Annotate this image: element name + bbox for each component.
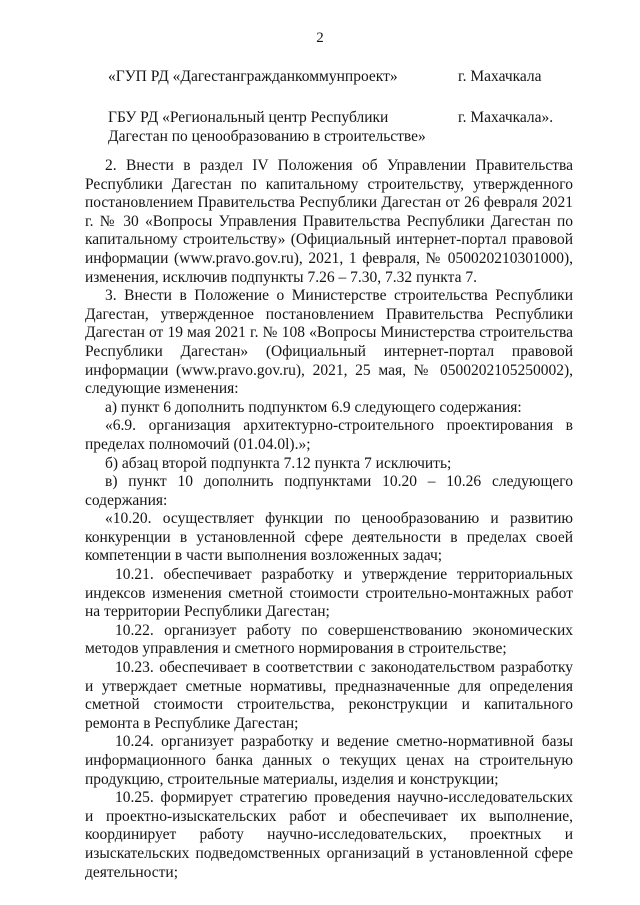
organization-name-2-line2: Дагестан по ценообразованию в строительстве» <box>108 128 426 145</box>
subitem-a: а) пункт 6 дополнить подпунктом 6.9 следующего содержания: <box>105 398 522 416</box>
subitem-v: в) пункт 10 дополнить подпунктами 10.20 – 10.26 следующего содержания: <box>85 473 573 509</box>
subitem-10-25: 10.25. формирует стратегию проведения научно-исследовательских и проектно-изыскательских работ и обеспечивает их выполнение, координирует работу научно-исследовательских, проектных и изыскательских подведомственных организаций в установленной сфере деятельности; <box>85 789 573 881</box>
page-number: 2 <box>316 30 324 46</box>
organization-name-2-line1: ГБУ РД «Региональный центр Республики <box>108 109 389 126</box>
paragraph-2: 2. Внести в раздел IV Положения об Управлении Правительства Республики Дагестан по капитальному строительству, утвержденного постановлением Правительства Республики Дагестан от 26 февраля 2021 г. № 30 «Вопросы Управления Правительства Республики Дагестан по капитальному строительству» (Официальный интернет-портал правовой информации (www.pravo.gov.ru), 2021, 1 февраля, № 050020210301000), изменения, исключив подпункты 7.26 – 7.30, 7.32 пункта 7. <box>85 157 573 286</box>
document-body <box>85 157 573 882</box>
organization-city-1: г. Махачкала <box>458 68 542 85</box>
subitem-10-21: 10.21. обеспечивает разработку и утверждение территориальных индексов изменения сметной стоимости строительно-монтажных работ на территории Республики Дагестан; <box>85 566 573 621</box>
paragraph-3: 3. Внести в Положение о Министерстве строительства Республики Дагестан, утвержденное постановлением Правительства Республики Дагестан от 19 мая 2021 г. № 108 «Вопросы Министерства строительства Республики Дагестан» (Официальный интернет-портал правовой информации (www.pravo.gov.ru), 2021, 25 мая, № 0500202105250002), следующие изменения: <box>85 287 573 398</box>
subitem-10-23: 10.23. обеспечивает в соответствии с законодательством разработку и утверждает сметные нормативы, предназначенные для определения сметной стоимости строительства, реконструкции и капитального ремонта в Республике Дагестан; <box>85 659 573 732</box>
subitem-6-9: «6.9. организация архитектурно-строительного проектирования в пределах полномочий (01.04.0l).»; <box>85 417 573 453</box>
subitem-b: б) абзац второй подпункта 7.12 пункта 7 исключить; <box>105 454 452 472</box>
subitem-10-22: 10.22. организует работу по совершенствованию экономических методов управления и сметного нормирования в строительстве; <box>85 621 573 658</box>
subitem-10-24: 10.24. организует разработку и ведение сметно-нормативной базы информационного банка данных о текущих ценах на строительную продукцию, строительные материалы, изделия и конструкции; <box>85 733 573 788</box>
organization-city-2: г. Махачкала». <box>458 109 554 126</box>
subitem-10-20: «10.20. осуществляет функции по ценообразованию и развитию конкуренции в установленной сфере деятельности в пределах своей компетенции в части выполнения возложенных задач; <box>85 510 573 565</box>
organization-name-1: «ГУП РД «Дагестангражданкоммунпроект» <box>108 68 398 85</box>
